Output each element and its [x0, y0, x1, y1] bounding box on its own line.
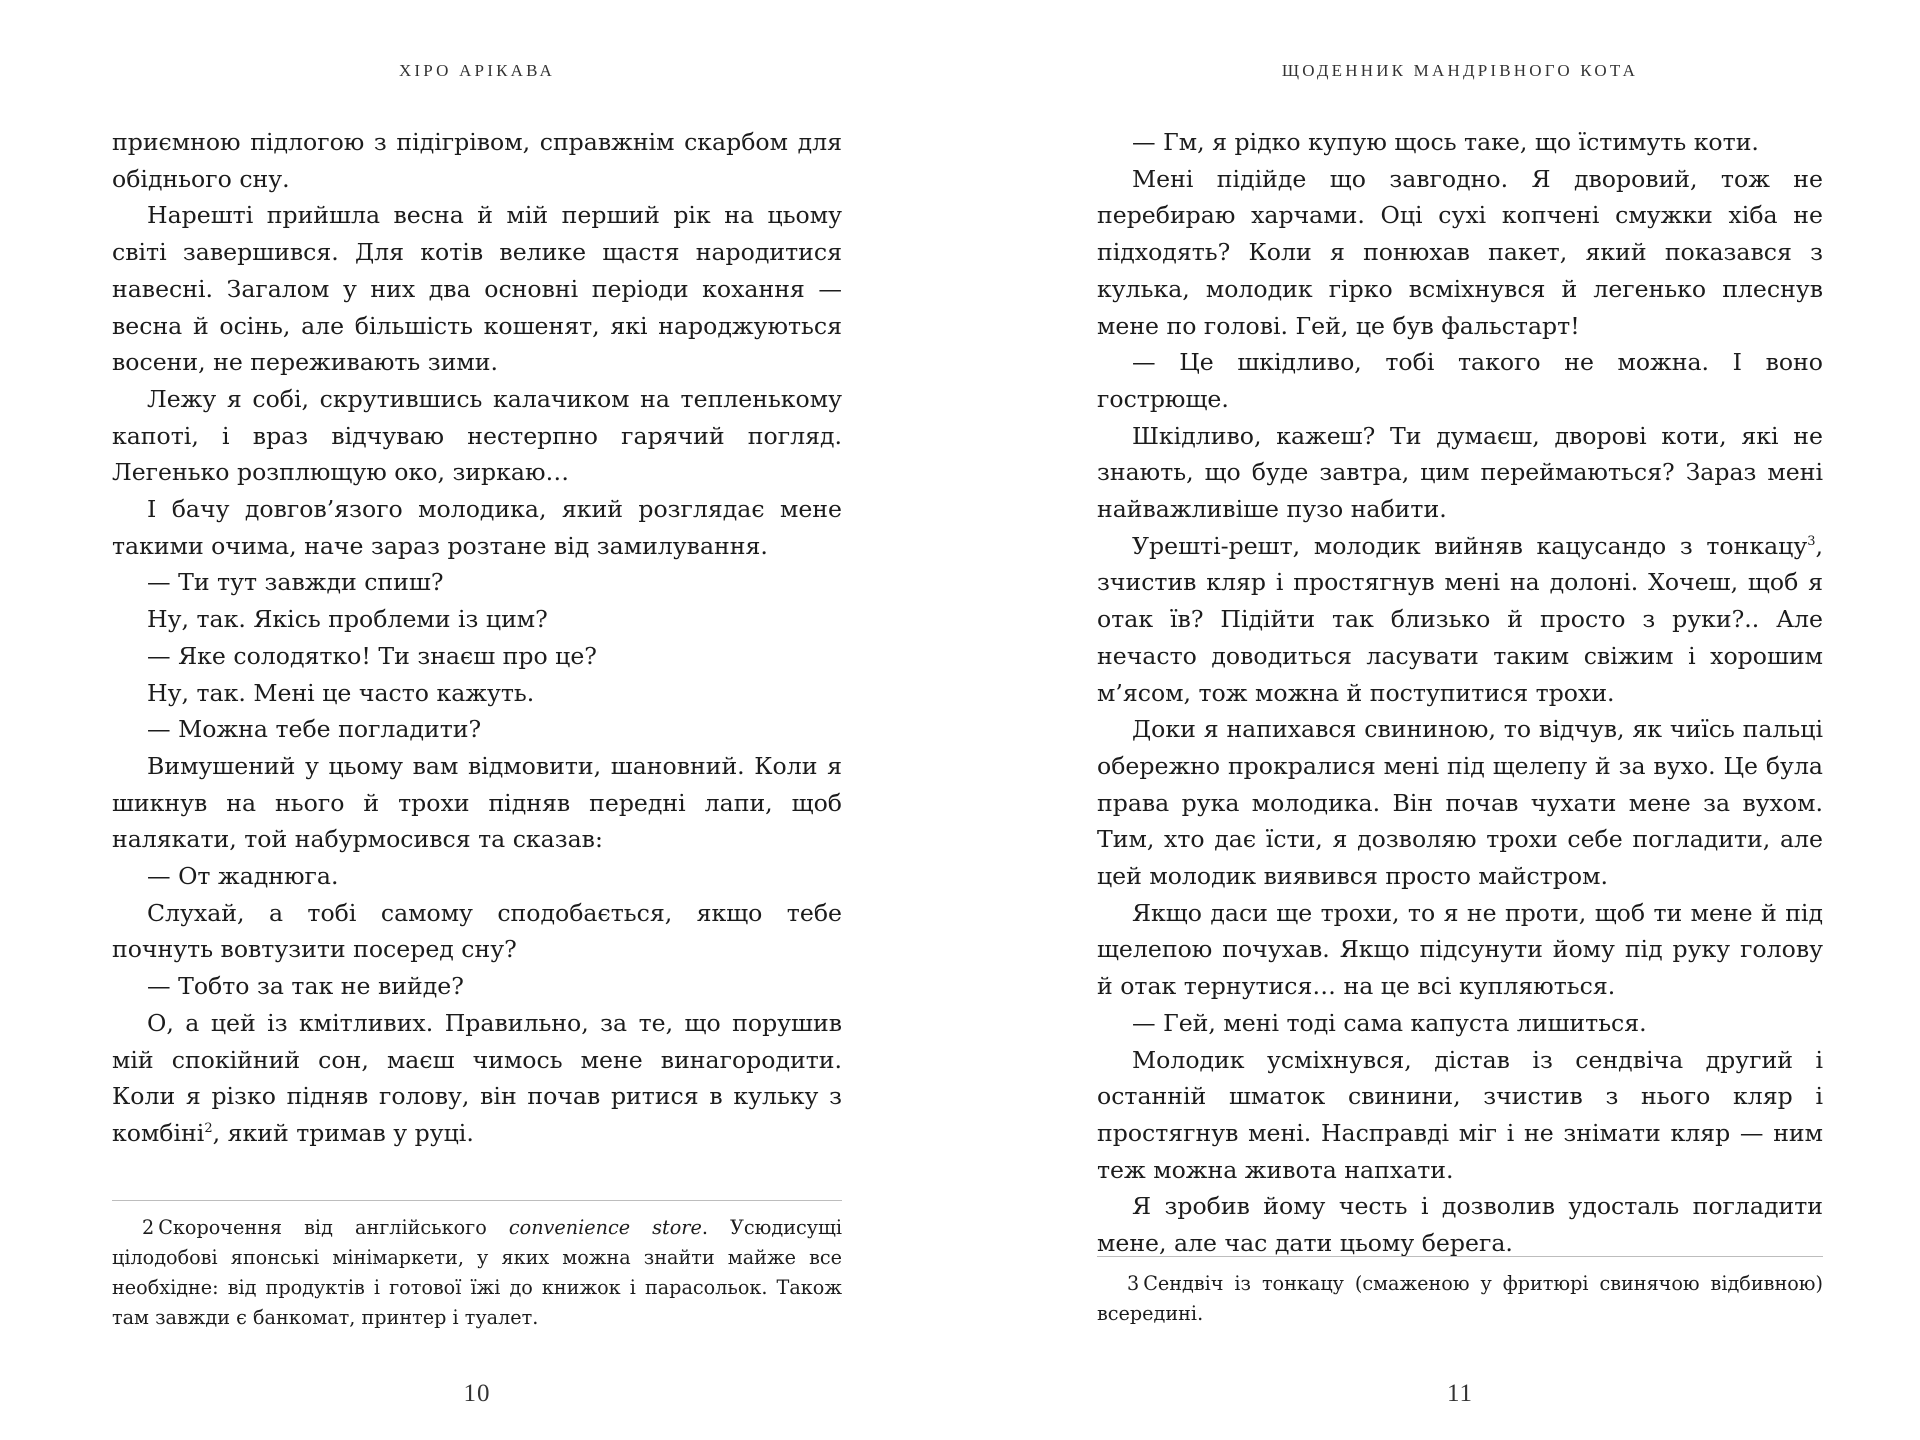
paragraph: Якщо даси ще трохи, то я не проти, щоб ти мене й під щелепою почухав. Якщо підсунути йому під руку голову й отак тернутися… на це всі купляються. [1097, 898, 1823, 1001]
paragraph: Вимушений у цьому вам відмовити, шановний. Коли я шикнув на нього й трохи підняв передні лапи, щоб налякати, той набурмосився та сказав: [112, 751, 842, 854]
page-number: 11 [1446, 1380, 1474, 1407]
footnote-number: 2 [142, 1216, 155, 1239]
running-head-author: ХІРО АРІКАВА [398, 61, 556, 80]
page-number: 10 [463, 1380, 491, 1407]
right-body-text [1097, 124, 1823, 1262]
paragraph: Мені підійде що завгодно. Я дворовий, тож не перебираю харчами. Оці сухі копчені смужки хіба не підходять? Коли я понюхав пакет, який показався з кулька, молодик гірко всміхнувся й легенько плеснув мене по голові. Гей, це був фальстарт! [1097, 164, 1823, 340]
footnote-text-rest: . Усюдисущі цілодобові японські мінімаркети, у яких можна знайти майже все необхідне: від продуктів і готової їжі до книжок і парасольок. Також там завжди є банкомат, принтер і туалет. [112, 1216, 842, 1329]
paragraph: приємною підлогою з підігрівом, справжнім скарбом для обіднього сну. [112, 128, 842, 193]
paragraph-with-footnote-ref [1097, 528, 1823, 712]
paragraph: Ну, так. Якісь проблеми із цим? [147, 605, 548, 634]
footnote-reference[interactable]: 2 [204, 1121, 213, 1137]
dialogue-line: — Яке солодятко! Ти знаєш про це? [147, 641, 597, 670]
left-body-text [112, 124, 842, 1152]
paragraph-text: О, а цей із кмітливих. Правильно, за те, що порушив мій спокійний сон, маєш чимось мене винагородити. Коли я різко підняв голову, він почав ритися в кульку з комбіні [112, 1008, 842, 1147]
paragraph-with-footnote-ref [112, 1005, 842, 1152]
footnote-number: 3 [1127, 1272, 1140, 1295]
dialogue-line: — Гей, мені тоді сама капуста лишиться. [1132, 1008, 1647, 1037]
dialogue-line: — Гм, я рідко купую щось таке, що їстимуть коти. [1132, 128, 1759, 156]
paragraph: Нарешті прийшла весна й мій перший рік на цьому світі завершився. Для котів велике щастя народитися навесні. Загалом у них два основні періоди кохання — весна й осінь, але більшість кошенят, які народжуються восени, не переживають зими. [112, 201, 842, 377]
dialogue-line: — Можна тебе погладити? [147, 715, 482, 744]
paragraph: Я зробив йому честь і дозволив удосталь погладити мене, але час дати цьому берега. [1097, 1192, 1823, 1258]
paragraph-text-tail: , який тримав у руці. [212, 1118, 474, 1147]
footnote-reference[interactable]: 3 [1807, 533, 1816, 549]
paragraph: Молодик усміхнувся, дістав із сендвіча другий і останній шматок свинини, зчистив з нього кляр і простягнув мені. Насправді міг і не знімати кляр — ним теж можна живота напхати. [1097, 1045, 1823, 1184]
footnote-text: Сендвіч із тонкацу (смаженою у фритюрі свинячою відбивною) всередині. [1097, 1272, 1823, 1325]
paragraph: Лежу я собі, скрутившись калачиком на тепленькому капоті, і враз відчуваю нестерпно гарячий погляд. Легенько розплющую око, зиркаю… [112, 384, 842, 487]
footnote-text: Скорочення від англійського [158, 1216, 509, 1239]
running-head-title: ЩОДЕННИК МАНДРІВНОГО КОТА [1281, 61, 1639, 80]
paragraph-text: Урешті-решт, молодик вийняв кацусандо з тонкацу [1132, 531, 1808, 560]
dialogue-line: — Тобто за так не вийде? [147, 972, 464, 1001]
footnote-term-italic: convenience store [508, 1216, 702, 1239]
footnote-divider [112, 1200, 842, 1201]
dialogue-line: — От жаднюга. [147, 862, 339, 891]
paragraph: І бачу довгов’язого молодика, який розглядає мене такими очима, наче зараз розтане від замилування. [112, 495, 842, 560]
paragraph: Ну, так. Мені це часто кажуть. [147, 678, 535, 707]
dialogue-line: — Ти тут завжди спиш? [147, 568, 444, 597]
left-page [112, 0, 842, 1440]
paragraph: Шкідливо, кажеш? Ти думаєш, дворові коти, які не знають, що буде завтра, цим переймаються? Зараз мені найважливіше пузо набити. [1097, 421, 1823, 524]
footnote-divider [1097, 1256, 1823, 1257]
paragraph: Доки я напихався свининою, то відчув, як чиїсь пальці обережно прокралися мені під щелепу й за вухо. Це була права рука молодика. Він почав чухати мене за вухом. Тим, хто дає їсти, я дозволяю трохи себе погладити, але цей молодик виявився просто майстром. [1097, 715, 1823, 891]
paragraph: Слухай, а тобі самому сподобається, якщо тебе почнуть вовтузити посеред сну? [112, 898, 842, 964]
right-page [1097, 0, 1823, 1440]
paragraph-text-tail: , зчистив кляр і простягнув мені на долоні. Хочеш, щоб я отак їв? Підійти так близько й просто з руки?.. Але нечасто доводиться ласувати таким свіжим і хорошим м’ясом, тож можна й поступитися трохи. [1097, 531, 1823, 707]
footnote-3 [1097, 1269, 1823, 1329]
dialogue-line: — Це шкідливо, тобі такого не можна. І воно гострюще. [1097, 348, 1823, 413]
footnote-2 [112, 1213, 842, 1333]
